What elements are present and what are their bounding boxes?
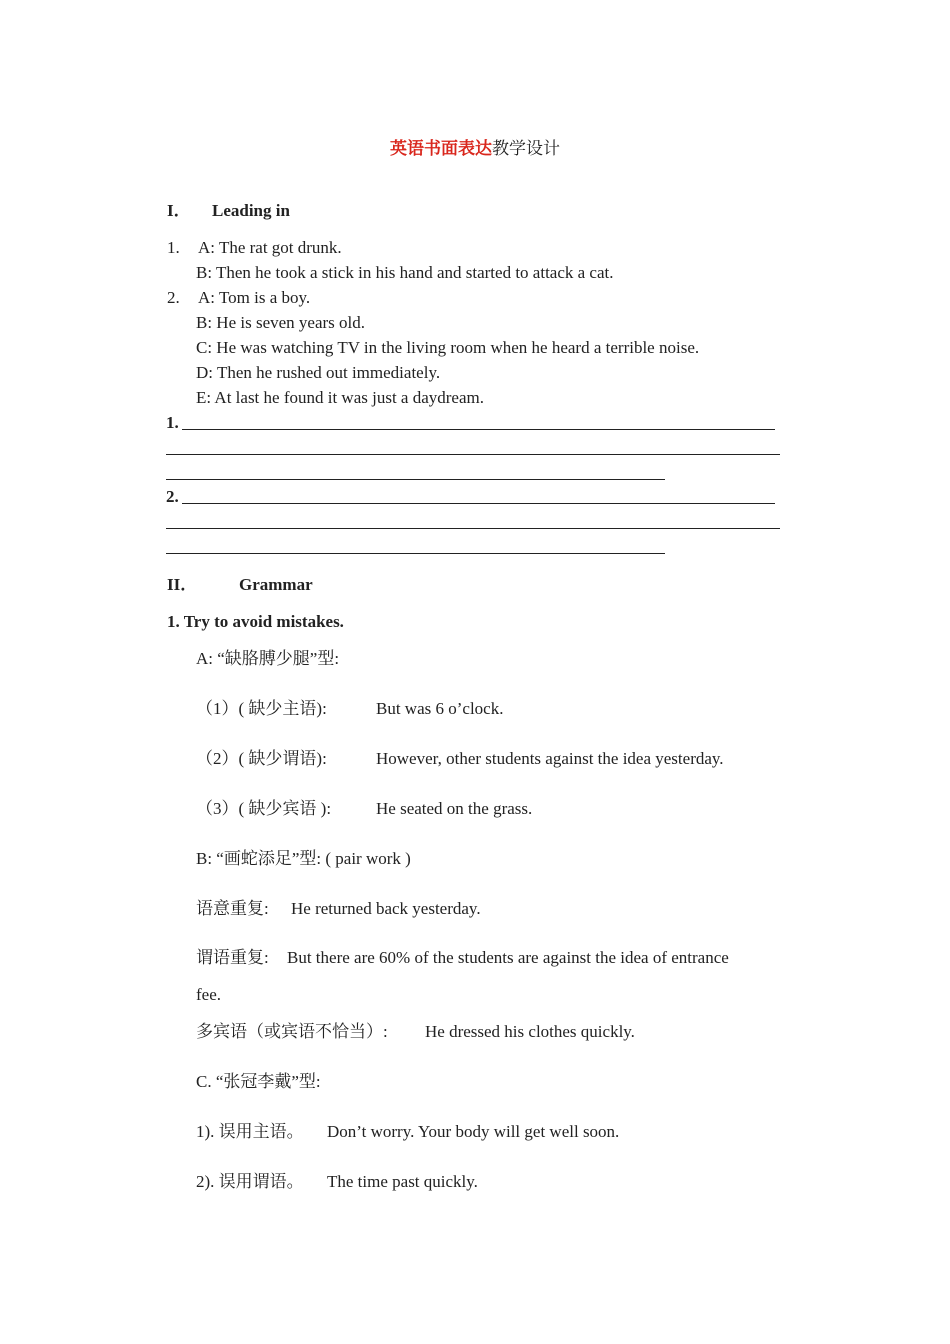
misused-subject-label: 1). 误用主语。 <box>196 1122 304 1141</box>
title-suffix: 教学设计 <box>492 139 560 158</box>
blank2-line-2 <box>166 528 780 529</box>
type-b-label: B: “画蛇添足”型: ( pair work ) <box>196 849 411 868</box>
redundant-meaning-sentence: He returned back yesterday. <box>291 899 481 918</box>
section2-numeral: II． <box>167 575 198 594</box>
redundant-meaning-label: 语意重复: <box>196 899 269 918</box>
missing-subject-sentence: But was 6 o’clock. <box>376 699 504 718</box>
missing-object-label: （3）( 缺少宾语 ): <box>196 799 332 818</box>
item1-line-b: B: Then he took a stick in his hand and started to attack a cat. <box>196 263 614 282</box>
item1-line-a: A: The rat got drunk. <box>198 238 342 257</box>
redundant-predicate-sentence: But there are 60% of the students are against the idea of entrance <box>287 948 729 967</box>
item2-line-e: E: At last he found it was just a daydream. <box>196 388 484 407</box>
misused-subject-sentence: Don’t worry. Your body will get well soon. <box>327 1122 620 1141</box>
missing-predicate-sentence: However, other students against the idea yesterday. <box>376 749 724 768</box>
blank1-line-1 <box>182 429 775 430</box>
item2-number: 2. <box>167 288 180 307</box>
section1-numeral: I． <box>167 201 191 220</box>
blank2-label: 2. <box>166 487 179 506</box>
blank1-line-2 <box>166 454 780 455</box>
redundant-predicate-label: 谓语重复: <box>196 948 269 967</box>
redundant-object-label: 多宾语（或宾语不恰当）: <box>196 1022 388 1041</box>
page-title <box>0 140 950 157</box>
blank2-line-3 <box>166 553 665 554</box>
redundant-object-sentence: He dressed his clothes quickly. <box>425 1022 635 1041</box>
missing-object-sentence: He seated on the grass. <box>376 799 533 818</box>
missing-predicate-label: （2）( 缺少谓语): <box>196 749 327 768</box>
item2-line-d: D: Then he rushed out immediately. <box>196 363 441 382</box>
blank1-label: 1. <box>166 413 179 432</box>
type-a-label: A: “缺胳膊少腿”型: <box>196 649 340 668</box>
title-highlight: 英语书面表达 <box>390 139 492 158</box>
blank1-line-3 <box>166 479 665 480</box>
item1-number: 1. <box>167 238 180 257</box>
misused-predicate-label: 2). 误用谓语。 <box>196 1172 304 1191</box>
type-c-label: C. “张冠李戴”型: <box>196 1072 321 1091</box>
missing-subject-label: （1）( 缺少主语): <box>196 699 327 718</box>
section1-heading: Leading in <box>212 201 290 220</box>
redundant-predicate-continuation: fee. <box>196 985 222 1004</box>
item2-line-b: B: He is seven years old. <box>196 313 366 332</box>
misused-predicate-sentence: The time past quickly. <box>327 1172 478 1191</box>
item2-line-c: C: He was watching TV in the living room when he heard a terrible noise. <box>196 338 700 357</box>
subsection-title: 1. Try to avoid mistakes. <box>167 612 344 631</box>
section2-heading: Grammar <box>239 575 313 594</box>
blank2-line-1 <box>182 503 775 504</box>
item2-line-a: A: Tom is a boy. <box>198 288 311 307</box>
